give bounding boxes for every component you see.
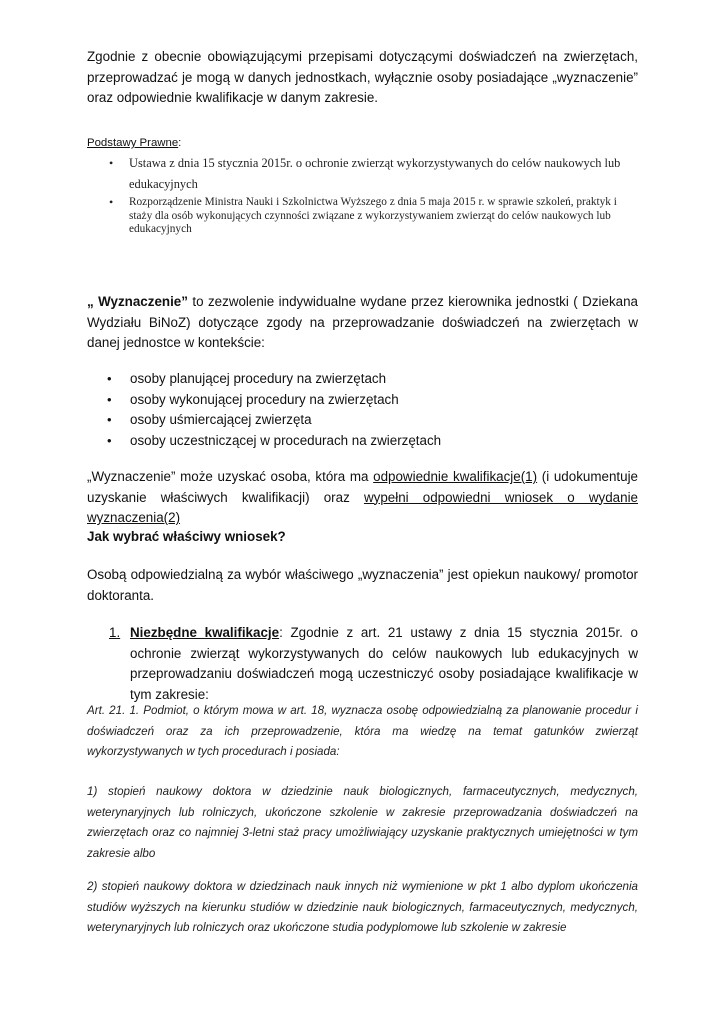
bullet-icon: • [107,371,112,386]
legal-basis-title [87,136,181,150]
intro-paragraph: Zgodnie z obecnie obowiązującymi przepisami dotyczącymi doświadczeń na zwierzętach, przeprowadzać je mogą w danych jednostkach, wyłącznie osoby posiadające „wyznaczenie” oraz odpowiednie kwalifikacje w danym zakresie. [87,49,638,105]
responsibility-paragraph: Osobą odpowiedzialną za wybór właściwego „wyznaczenia” jest opiekun naukowy/ promotor doktoranta. [87,567,638,603]
roles-list [87,369,638,452]
role-item [87,410,638,431]
application-link[interactable]: wypełni odpowiedni wniosek o wydanie wyznaczenia(2) [87,489,638,525]
role-item [87,431,638,452]
bullet-icon: • [107,412,112,428]
howto-heading: Jak wybrać właściwy wniosek? [87,529,286,544]
legal-basis-item-text: Ustawa z dnia 15 stycznia 2015r. o ochronie zwierząt wykorzystywanych do celów naukowych lub edukacyjnych [129,156,621,191]
wyznaczenie-paragraph [87,467,638,529]
role-item [87,390,638,411]
article-point-1: 1) stopień naukowy doktora w dziedzinie nauk biologicznych, farmaceutycznych, medycznych, weterynaryjnych lub rolniczych, ukończone szkolenie w zakresie przeprowadzania doświadczeń na zwierzętach oraz co najmniej 3-letni staż pracy umożliwiający uzyskanie praktycznych umiejętności w tym zakresie albo [87,785,638,860]
bullet-icon: • [109,156,114,170]
role-item-text: osoby wykonującej procedury na zwierzętach [130,391,399,407]
definition-term: „ Wyznaczenie” [87,294,188,309]
requirements-section [87,623,638,705]
role-item-text: osoby uczestniczącej w procedurach na zwierzętach [130,433,442,449]
legal-basis-item [87,153,638,195]
bullet-icon: • [107,391,112,407]
qualifications-link[interactable]: odpowiednie kwalifikacje(1) [373,469,538,484]
bullet-icon: • [107,433,112,449]
role-item-text: osoby uśmiercającej zwierzęta [130,412,312,428]
bullet-icon: • [109,195,114,209]
wyznaczenie-text-1: „Wyznaczenie” może uzyskać osoba, która ma [87,469,374,484]
legal-basis-list [87,153,638,237]
requirements-number: 1. [109,625,121,640]
role-item-text: osoby planującej procedury na zwierzętach [130,371,387,386]
wyznaczenie-text-2: (i udokumentuje uzyskanie właściwych kwalifikacji) oraz [87,469,638,505]
article-point-2: 2) stopień naukowy doktora w dziedzinach nauk innych niż wymienione w pkt 1 albo dyplom ukończenia studiów wyższych na kierunku studiów w dziedzinie nauk biologicznych, farmaceutycznych, medycznych, weterynaryjnych lub rolniczych oraz ukończone studia podyplomowe lub szkolenie w zakresie [87,880,638,934]
article-quote: Art. 21. 1. Podmiot, o którym mowa w art. 18, wyznacza osobę odpowiedzialną za planowanie procedur i doświadczeń oraz za ich przeprowadzenie, która ma wiedzę na temat gatunków zwierząt wykorzystywanych w tych procedurach i posiada: [87,704,638,758]
role-item [87,369,638,390]
requirements-text: : Zgodnie z art. 21 ustawy z dnia 15 stycznia 2015r. o ochronie zwierząt wykorzystywanych do celów naukowych lub edukacyjnych w przeprowadzaniu doświadczeń mogą uczestniczyć osoby posiadające kwalifikacje w tym zakresie: [130,625,638,702]
legal-basis-title-colon: : [178,137,182,149]
legal-basis-item [87,196,638,237]
requirements-heading: Niezbędne kwalifikacje [130,625,280,640]
legal-basis-item-text: Rozporządzenie Ministra Nauki i Szkolnictwa Wyższego z dnia 5 maja 2015 r. w sprawie szkoleń, praktyk i staży dla osób wykonujących czynności związane z wykorzystywaniem zwierząt do celów naukowych lub edukacyjnych [129,196,617,236]
requirements-body [130,623,638,705]
legal-basis-title-text: Podstawy Prawne [87,137,179,149]
definition-paragraph [87,292,638,354]
definition-text: to zezwolenie indywidualne wydane przez kierownika jednostki ( Dziekana Wydziału BiNoZ) dotyczące zgody na przeprowadzanie doświadczeń na zwierzętach w danej jednostce w kontekście: [87,294,638,350]
